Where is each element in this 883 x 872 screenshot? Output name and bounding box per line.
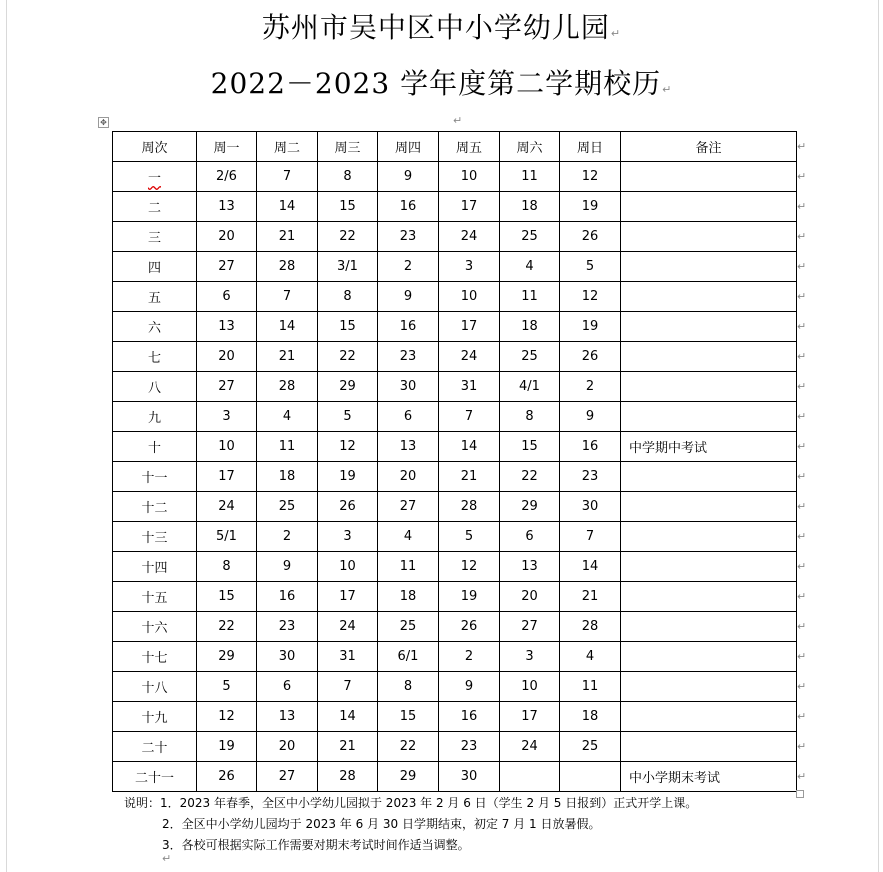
table-row [113,252,797,282]
date-cell: 25 [500,222,560,252]
row-end-mark: ↵ [797,680,807,693]
date-cell: 7 [257,282,318,312]
row-end-mark: ↵ [797,500,807,513]
date-cell: 4 [257,402,318,432]
date-cell: 6 [197,282,257,312]
header-day: 周一 [197,132,257,162]
note-cell [621,312,797,342]
row-end-mark: ↵ [797,440,807,453]
note-line-1: 说明：1．2023 年春季，全区中小学幼儿园拟于 2023 年 2 月 6 日（学生 2 月 5 日报到）正式开学上课。 [124,796,698,810]
date-cell: 28 [257,372,318,402]
date-cell: 21 [318,732,378,762]
date-cell: 18 [378,582,439,612]
date-cell: 24 [500,732,560,762]
date-cell: 12 [318,432,378,462]
row-end-mark: ↵ [797,770,807,783]
date-cell [560,762,621,792]
date-cell: 30 [439,762,500,792]
table-row [113,462,797,492]
date-cell: 3 [318,522,378,552]
date-cell: 12 [560,162,621,192]
table-header-row [113,132,797,162]
date-cell: 5 [439,522,500,552]
date-cell: 4 [378,522,439,552]
date-cell: 6/1 [378,642,439,672]
date-cell: 26 [560,342,621,372]
date-cell: 25 [378,612,439,642]
date-cell: 31 [439,372,500,402]
notes-section [124,793,697,856]
week-cell: 七 [113,342,197,372]
table-row [113,642,797,672]
row-end-mark: ↵ [797,380,807,393]
week-cell: 二十 [113,732,197,762]
week-cell: 十一 [113,462,197,492]
table-row [113,342,797,372]
date-cell: 28 [560,612,621,642]
week-cell: 二 [113,192,197,222]
date-cell: 13 [378,432,439,462]
date-cell: 22 [318,222,378,252]
date-cell: 2 [560,372,621,402]
table-row [113,402,797,432]
date-cell: 10 [500,672,560,702]
date-cell: 16 [560,432,621,462]
week-cell: 九 [113,402,197,432]
date-cell: 19 [197,732,257,762]
note-cell [621,402,797,432]
header-day: 周四 [378,132,439,162]
date-cell: 11 [378,552,439,582]
note-cell [621,162,797,192]
date-cell: 12 [560,282,621,312]
table-move-handle-icon[interactable]: ✥ [98,117,109,128]
note-cell [621,702,797,732]
row-end-mark: ↵ [797,560,807,573]
date-cell: 21 [257,342,318,372]
date-cell: 14 [560,552,621,582]
table-resize-handle[interactable] [796,790,804,798]
paragraph-mark: ↵ [162,852,172,865]
date-cell: 26 [318,492,378,522]
header-day: 周五 [439,132,500,162]
note-cell [621,582,797,612]
date-cell: 29 [500,492,560,522]
table-row [113,762,797,792]
date-cell: 18 [560,702,621,732]
table-row [113,702,797,732]
date-cell: 20 [197,222,257,252]
row-end-mark: ↵ [797,320,807,333]
date-cell: 20 [257,732,318,762]
header-week: 周次 [113,132,197,162]
week-cell: 六 [113,312,197,342]
date-cell: 14 [257,192,318,222]
note-cell [621,492,797,522]
table-row [113,432,797,462]
date-cell: 18 [500,192,560,222]
date-cell: 23 [560,462,621,492]
date-cell: 14 [257,312,318,342]
week-cell: 二十一 [113,762,197,792]
date-cell: 8 [318,162,378,192]
week-cell: 十三 [113,522,197,552]
date-cell: 12 [197,702,257,732]
date-cell: 5 [318,402,378,432]
row-end-mark: ↵ [797,260,807,273]
date-cell: 8 [318,282,378,312]
date-cell: 6 [378,402,439,432]
date-cell: 27 [197,252,257,282]
date-cell: 15 [378,702,439,732]
date-cell: 22 [318,342,378,372]
table-row [113,492,797,522]
document-subtitle: 2022－2023 学年度第二学期校历↵ [210,67,673,100]
week-cell: 一 [113,162,197,192]
note-line-2: 2．全区中小学幼儿园均于 2023 年 6 月 30 日学期结束，初定 7 月 1 日放暑假。 [162,817,601,831]
row-end-mark: ↵ [797,590,807,603]
date-cell: 15 [197,582,257,612]
date-cell: 20 [500,582,560,612]
table-row [113,372,797,402]
week-cell: 十 [113,432,197,462]
table-row [113,552,797,582]
week-cell: 八 [113,372,197,402]
date-cell: 19 [318,462,378,492]
date-cell: 10 [439,282,500,312]
date-cell: 29 [318,372,378,402]
date-cell: 11 [560,672,621,702]
row-end-mark: ↵ [797,650,807,663]
date-cell: 26 [439,612,500,642]
date-cell [500,762,560,792]
header-day: 周二 [257,132,318,162]
paragraph-mark: ↵ [453,114,463,127]
date-cell: 13 [500,552,560,582]
note-cell [621,342,797,372]
table-row [113,282,797,312]
table-row [113,222,797,252]
note-cell [621,672,797,702]
date-cell: 16 [257,582,318,612]
date-cell: 2/6 [197,162,257,192]
page-right-edge [878,0,883,872]
note-cell [621,252,797,282]
date-cell: 4/1 [500,372,560,402]
date-cell: 10 [318,552,378,582]
date-cell: 4 [500,252,560,282]
date-cell: 19 [560,192,621,222]
note-cell [621,612,797,642]
date-cell: 21 [439,462,500,492]
date-cell: 25 [500,342,560,372]
note-cell [621,732,797,762]
date-cell: 4 [560,642,621,672]
row-end-mark: ↵ [797,200,807,213]
date-cell: 23 [439,732,500,762]
note-cell [621,222,797,252]
date-cell: 23 [378,222,439,252]
table-row [113,732,797,762]
table-row [113,672,797,702]
date-cell: 6 [257,672,318,702]
date-cell: 7 [318,672,378,702]
date-cell: 28 [257,252,318,282]
note-cell: 中小学期末考试 [621,762,797,792]
note-cell [621,642,797,672]
note-cell: 中学期中考试 [621,432,797,462]
header-notes: 备注 [621,132,797,162]
row-end-mark: ↵ [797,170,807,183]
row-end-mark: ↵ [797,620,807,633]
date-cell: 19 [560,312,621,342]
date-cell: 9 [378,282,439,312]
date-cell: 16 [378,312,439,342]
date-cell: 29 [197,642,257,672]
date-cell: 21 [257,222,318,252]
date-cell: 9 [257,552,318,582]
date-cell: 8 [197,552,257,582]
week-cell: 十八 [113,672,197,702]
date-cell: 15 [318,312,378,342]
date-cell: 8 [378,672,439,702]
header-day: 周六 [500,132,560,162]
week-cell: 十四 [113,552,197,582]
note-cell [621,192,797,222]
date-cell: 28 [318,762,378,792]
note-cell [621,552,797,582]
week-cell: 五 [113,282,197,312]
date-cell: 11 [500,162,560,192]
date-cell: 27 [257,762,318,792]
date-cell: 31 [318,642,378,672]
note-cell [621,462,797,492]
page-left-edge [0,0,7,872]
date-cell: 27 [197,372,257,402]
date-cell: 11 [500,282,560,312]
date-cell: 21 [560,582,621,612]
date-cell: 9 [439,672,500,702]
school-calendar-table [112,131,797,792]
note-cell [621,372,797,402]
date-cell: 3 [439,252,500,282]
table-row [113,192,797,222]
week-cell: 十六 [113,612,197,642]
date-cell: 15 [318,192,378,222]
date-cell: 24 [439,222,500,252]
date-cell: 26 [197,762,257,792]
date-cell: 17 [197,462,257,492]
date-cell: 16 [439,702,500,732]
date-cell: 15 [500,432,560,462]
row-end-mark: ↵ [797,710,807,723]
date-cell: 7 [257,162,318,192]
date-cell: 29 [378,762,439,792]
date-cell: 17 [318,582,378,612]
date-cell: 6 [500,522,560,552]
date-cell: 17 [500,702,560,732]
date-cell: 3 [500,642,560,672]
date-cell: 3/1 [318,252,378,282]
note-cell [621,522,797,552]
date-cell: 20 [197,342,257,372]
date-cell: 17 [439,192,500,222]
date-cell: 19 [439,582,500,612]
row-end-mark: ↵ [797,740,807,753]
date-cell: 16 [378,192,439,222]
date-cell: 24 [197,492,257,522]
date-cell: 14 [439,432,500,462]
date-cell: 7 [439,402,500,432]
row-end-mark: ↵ [797,140,807,153]
table-row [113,612,797,642]
note-line-3: 3．各校可根据实际工作需要对期末考试时间作适当调整。 [162,838,470,852]
date-cell: 30 [378,372,439,402]
row-end-mark: ↵ [797,350,807,363]
date-cell: 7 [560,522,621,552]
date-cell: 24 [439,342,500,372]
table-row [113,162,797,192]
date-cell: 22 [197,612,257,642]
week-cell: 十二 [113,492,197,522]
table-row [113,582,797,612]
date-cell: 2 [257,522,318,552]
header-day: 周三 [318,132,378,162]
date-cell: 30 [560,492,621,522]
date-cell: 11 [257,432,318,462]
date-cell: 2 [378,252,439,282]
date-cell: 10 [197,432,257,462]
date-cell: 13 [197,192,257,222]
row-end-mark: ↵ [797,470,807,483]
week-cell: 十七 [113,642,197,672]
row-end-mark: ↵ [797,410,807,423]
date-cell: 5 [560,252,621,282]
date-cell: 9 [560,402,621,432]
date-cell: 3 [197,402,257,432]
table-row [113,522,797,552]
date-cell: 25 [257,492,318,522]
date-cell: 23 [378,342,439,372]
row-end-mark: ↵ [797,530,807,543]
document-title: 苏州市吴中区中小学幼儿园↵ [261,11,622,44]
date-cell: 22 [378,732,439,762]
date-cell: 17 [439,312,500,342]
header-day: 周日 [560,132,621,162]
date-cell: 2 [439,642,500,672]
date-cell: 23 [257,612,318,642]
week-cell: 十五 [113,582,197,612]
date-cell: 27 [500,612,560,642]
date-cell: 5/1 [197,522,257,552]
date-cell: 24 [318,612,378,642]
date-cell: 5 [197,672,257,702]
date-cell: 25 [560,732,621,762]
date-cell: 10 [439,162,500,192]
date-cell: 18 [500,312,560,342]
date-cell: 8 [500,402,560,432]
date-cell: 14 [318,702,378,732]
date-cell: 22 [500,462,560,492]
week-cell: 四 [113,252,197,282]
date-cell: 13 [197,312,257,342]
date-cell: 30 [257,642,318,672]
date-cell: 13 [257,702,318,732]
date-cell: 20 [378,462,439,492]
week-cell: 三 [113,222,197,252]
note-cell [621,282,797,312]
row-end-mark: ↵ [797,230,807,243]
date-cell: 28 [439,492,500,522]
date-cell: 9 [378,162,439,192]
date-cell: 27 [378,492,439,522]
date-cell: 12 [439,552,500,582]
week-cell: 十九 [113,702,197,732]
row-end-mark: ↵ [797,290,807,303]
date-cell: 26 [560,222,621,252]
table-row [113,312,797,342]
date-cell: 18 [257,462,318,492]
